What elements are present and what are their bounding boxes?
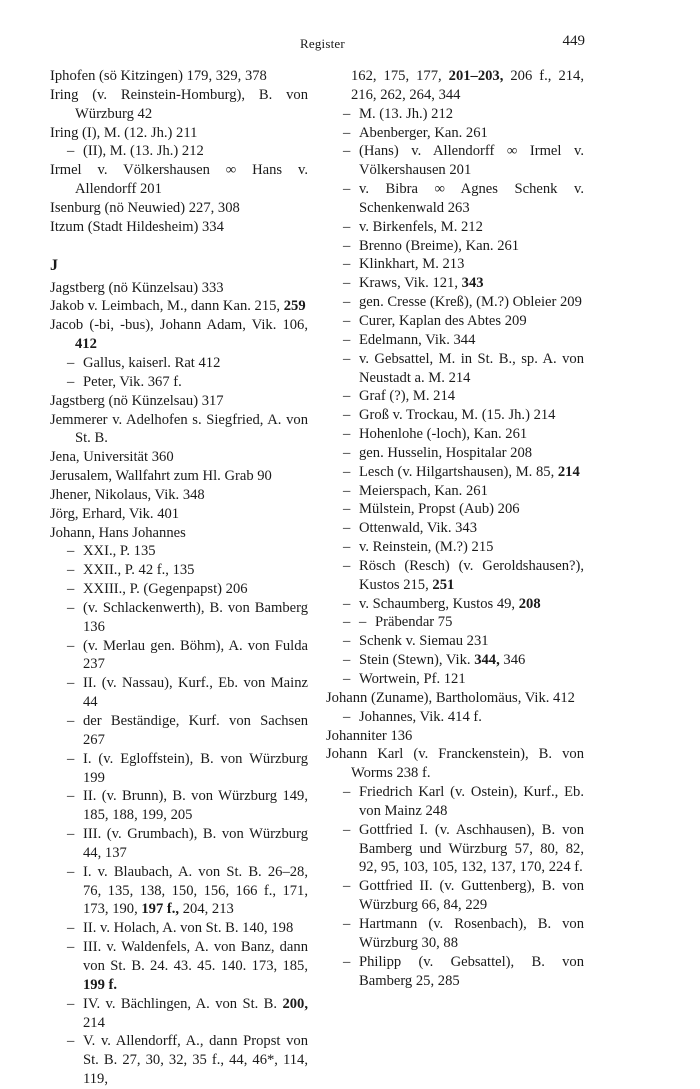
index-subentry: – Brenno (Breime), Kan. 261 bbox=[343, 237, 520, 254]
index-subentry: – Groß v. Trockau, M. (15. Jh.) 214 bbox=[343, 407, 556, 424]
index-subentry: – Edelmann, Vik. 344 bbox=[343, 331, 476, 348]
index-subentry: – XXI., P. 135 bbox=[67, 543, 156, 560]
index-entry: Jakob v. Leimbach, M., dann Kan. 215, 259 bbox=[50, 298, 306, 315]
index-entry: Jena, Universität 360 bbox=[50, 449, 174, 466]
index-subentry: – Gottfried II. (v. Guttenberg), B. von Würzburg 66, 84, 229 bbox=[343, 878, 584, 914]
index-subentry: – (v. Schlackenwerth), B. von Bamberg 136 bbox=[67, 599, 308, 635]
index-subentry: – I. (v. Egloffstein), B. von Würzburg 199 bbox=[67, 750, 308, 786]
index-subentry: – II. v. Holach, A. von St. B. 140, 198 bbox=[67, 920, 294, 937]
index-subentry: – II. (v. Nassau), Kurf., Eb. von Mainz 44 bbox=[67, 675, 308, 711]
index-subentry: – Gottfried I. (v. Aschhausen), B. von Bamberg und Würzburg 57, 80, 82, 92, 95, 103, 105, 132, 137, 170, 224 f. bbox=[343, 821, 584, 876]
index-subentry: – Hohenlohe (-loch), Kan. 261 bbox=[343, 426, 528, 443]
index-entry: Iphofen (sö Kitzingen) 179, 329, 378 bbox=[50, 68, 267, 84]
index-subentry: – Wortwein, Pf. 121 bbox=[343, 671, 466, 687]
index-subentry: – II. (v. Brunn), B. von Würzburg 149, 185, 188, 199, 205 bbox=[67, 788, 308, 824]
index-subentry: – IV. v. Bächlingen, A. von St. B. 200, 214 bbox=[67, 995, 308, 1031]
index-subentry: – XXIII., P. (Gegenpapst) 206 bbox=[67, 581, 248, 598]
index-subentry: – Abenberger, Kan. 261 bbox=[343, 124, 488, 141]
running-head: Register bbox=[300, 36, 345, 51]
index-subentry: – III. (v. Grumbach), B. von Würzburg 44, 137 bbox=[67, 826, 308, 861]
index-subentry: – Klinkhart, M. 213 bbox=[343, 256, 465, 273]
index-entry: Jagstberg (nö Künzelsau) 333 bbox=[50, 279, 224, 296]
index-entry: Iring (I), M. (12. Jh.) 211 bbox=[50, 124, 198, 141]
index-subentry: – Philipp (v. Gebsattel), B. von Bamberg 25, 285 bbox=[343, 953, 584, 989]
index-entry: Johanniter 136 bbox=[326, 727, 413, 744]
section-letter: J bbox=[50, 256, 58, 274]
index-subentry: – III. v. Waldenfels, A. von Banz, dann von St. B. 24. 43. 45. 140. 173, 185, 199 f. bbox=[67, 939, 308, 993]
index-subentry: – Hartmann (v. Rosenbach), B. von Würzburg 30, 88 bbox=[343, 915, 584, 951]
index-subentry: – Meierspach, Kan. 261 bbox=[343, 482, 488, 499]
index-subentry: – v. Reinstein, (M.?) 215 bbox=[343, 539, 494, 556]
index-subentry: – Johannes, Vik. 414 f. bbox=[343, 708, 482, 725]
index-subentry: – v. Gebsattel, M. in St. B., sp. A. von Neustadt a. M. 214 bbox=[343, 350, 584, 386]
index-entry: Irmel v. Völkershausen ∞ Hans v. Allendorff 201 bbox=[50, 162, 308, 198]
index-entry: Jhener, Nikolaus, Vik. 348 bbox=[50, 486, 205, 503]
index-column-right bbox=[326, 67, 584, 990]
index-subentry: – Stein (Stewn), Vik. 344, 346 bbox=[343, 652, 526, 669]
index-entry: Itzum (Stadt Hildesheim) 334 bbox=[50, 218, 224, 235]
index-entry: Isenburg (nö Neuwied) 227, 308 bbox=[50, 199, 240, 216]
index-subentry: – gen. Cresse (Kreß), (M.?) Obleier 209 bbox=[343, 294, 582, 311]
index-subentry: – Rösch (Resch) (v. Geroldshausen?), Kustos 215, 251 bbox=[343, 557, 584, 593]
index-subentry: – I. v. Blaubach, A. von St. B. 26–28, 76, 135, 138, 150, 156, 166 f., 171, 173, 190, 197 f., 204, 213 bbox=[67, 863, 308, 918]
index-subentry: – Peter, Vik. 367 f. bbox=[67, 373, 182, 390]
index-subentry: – (Hans) v. Allendorff ∞ Irmel v. Völkershausen 201 bbox=[343, 143, 584, 179]
index-subentry: – Graf (?), M. 214 bbox=[343, 388, 456, 405]
index-subentry: – V. v. Allendorff, A., dann Propst von St. B. 27, 30, 32, 35 f., 44, 46*, 114, 119, bbox=[67, 1033, 308, 1088]
index-subentry: – gen. Husselin, Hospitalar 208 bbox=[343, 444, 533, 461]
index-entry: Jerusalem, Wallfahrt zum Hl. Grab 90 bbox=[50, 468, 272, 485]
index-column-left bbox=[50, 67, 308, 1089]
index-subentry: – Mülstein, Propst (Aub) 206 bbox=[343, 501, 520, 518]
index-subentry: – Kraws, Vik. 121, 343 bbox=[343, 275, 484, 292]
index-subentry: – v. Schaumberg, Kustos 49, 208 bbox=[343, 595, 541, 612]
index-subentry: – Ottenwald, Vik. 343 bbox=[343, 520, 478, 537]
index-continuation: 162, 175, 177, 201–203, 206 f., 214, 216, 262, 264, 344 bbox=[351, 68, 584, 103]
index-subentry: – v. Birkenfels, M. 212 bbox=[343, 218, 483, 235]
index-entry: Jörg, Erhard, Vik. 401 bbox=[50, 505, 180, 522]
index-subentry: – der Beständige, Kurf. von Sachsen 267 bbox=[67, 713, 308, 748]
index-subentry: – Friedrich Karl (v. Ostein), Kurf., Eb. von Mainz 248 bbox=[343, 784, 584, 819]
index-entry: Jacob (-bi, -bus), Johann Adam, Vik. 106, 412 bbox=[50, 317, 308, 353]
index-entry: Johann Karl (v. Franckenstein), B. von Worms 238 f. bbox=[326, 746, 584, 782]
index-entry: Johann, Hans Johannes bbox=[50, 524, 186, 541]
index-subentry: – XXII., P. 42 f., 135 bbox=[67, 562, 195, 579]
index-entry: Jemmerer v. Adelhofen s. Siegfried, A. von St. B. bbox=[50, 411, 308, 447]
index-subentry: – Gallus, kaiserl. Rat 412 bbox=[67, 354, 221, 371]
index-subentry: – v. Bibra ∞ Agnes Schenk v. Schenkenwald 263 bbox=[343, 181, 584, 216]
index-subentry: – Lesch (v. Hilgartshausen), M. 85, 214 bbox=[343, 463, 580, 480]
index-subentry: – Schenk v. Siemau 231 bbox=[343, 633, 489, 650]
index-subsubentry: – – Präbendar 75 bbox=[343, 614, 453, 631]
index-entry: Jagstberg (nö Künzelsau) 317 bbox=[50, 392, 224, 409]
index-entry: Johann (Zuname), Bartholomäus, Vik. 412 bbox=[326, 689, 575, 706]
page-number: 449 bbox=[562, 33, 585, 49]
index-subentry: – Curer, Kaplan des Abtes 209 bbox=[343, 312, 527, 329]
index-subentry: – (II), M. (13. Jh.) 212 bbox=[67, 143, 204, 160]
index-subentry: – M. (13. Jh.) 212 bbox=[343, 105, 454, 122]
index-subentry: – (v. Merlau gen. Böhm), A. von Fulda 237 bbox=[67, 637, 308, 673]
index-entry: Iring (v. Reinstein-Homburg), B. von Würzburg 42 bbox=[50, 86, 308, 122]
